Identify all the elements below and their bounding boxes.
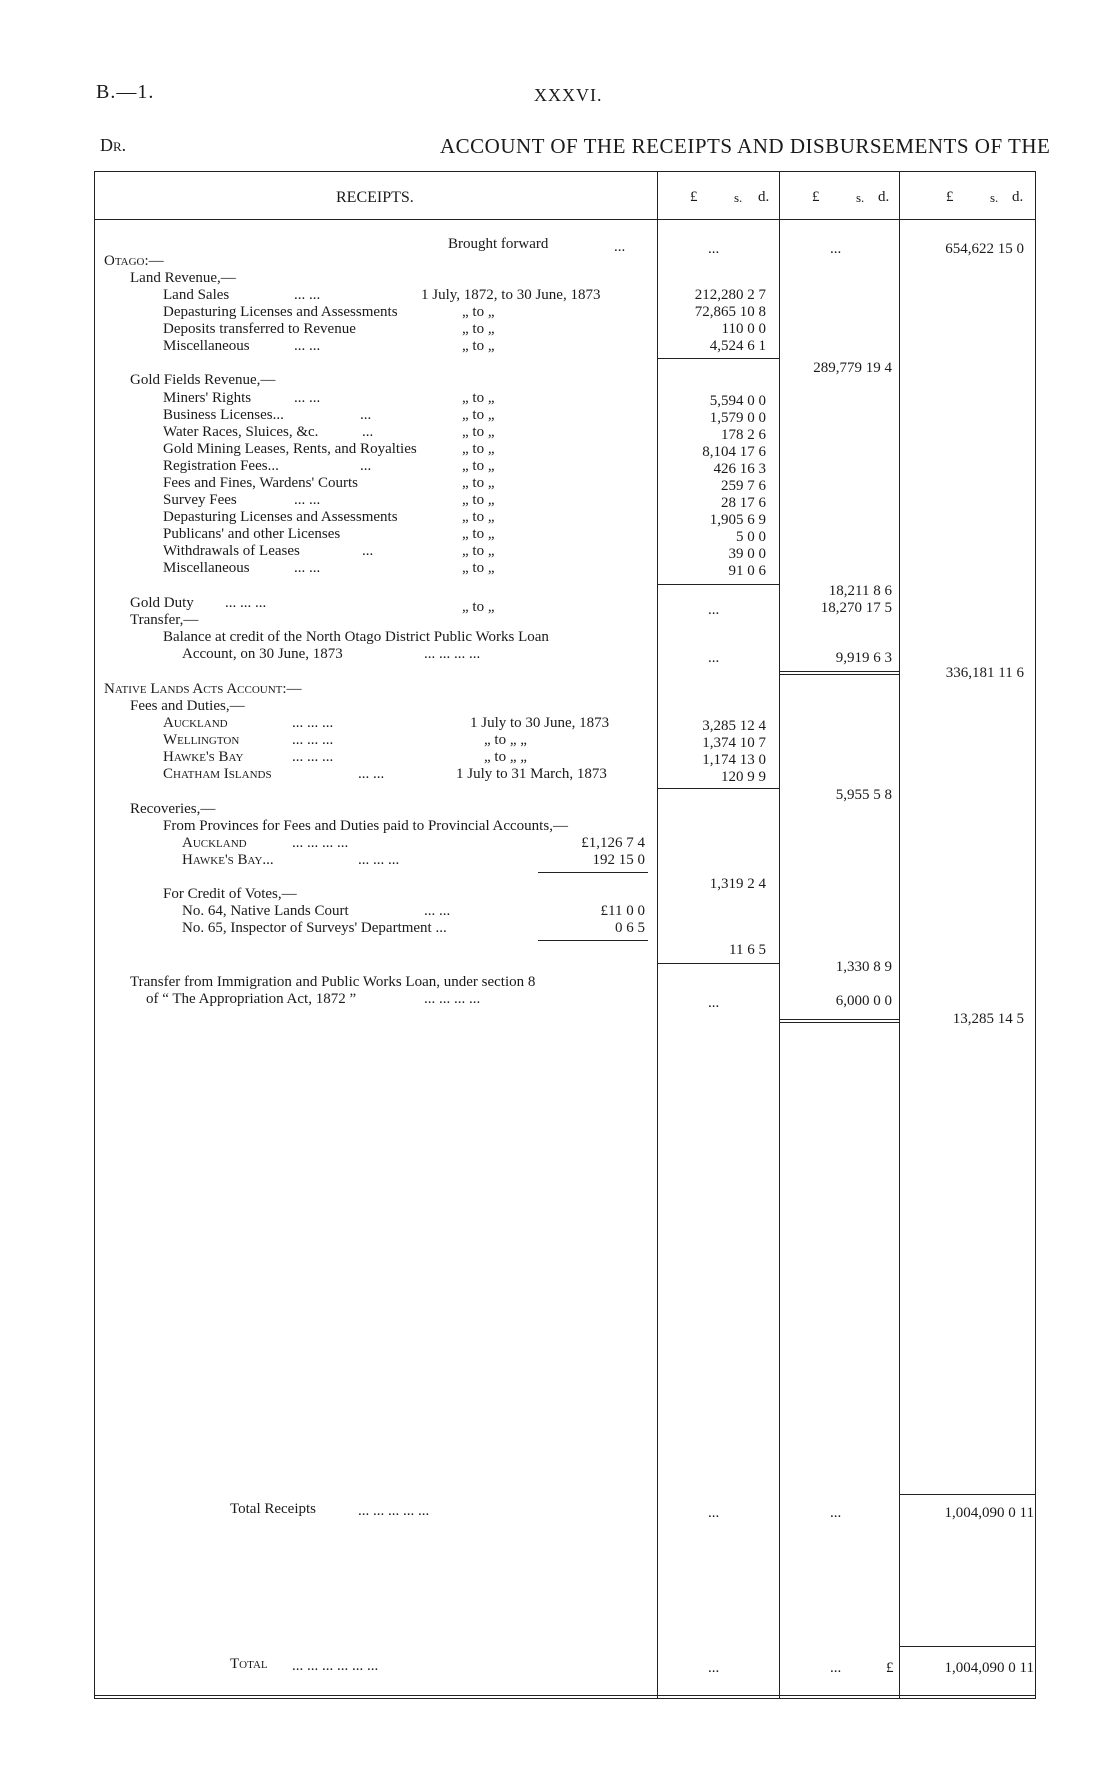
list-item-label: Wellington [163,732,240,748]
brought-forward-c1: ... [708,241,720,257]
total-c2: ... [830,1660,842,1676]
gold-duty-label: Gold Duty [130,595,194,611]
total-c1: ... [708,1660,720,1676]
col1-pound: £ [690,189,698,205]
list-item-amount: 4,524 6 1 [709,338,766,354]
list-item-label: Registration Fees... [163,458,279,474]
transfer-c1: ... [708,650,720,666]
list-item-label: Survey Fees [163,492,237,508]
list-item-amount: 120 9 9 [721,769,766,785]
provinces-total: 1,319 2 4 [709,876,766,892]
list-item-label: No. 64, Native Lands Court [182,903,349,919]
list-item-dots: ... ... [294,390,321,406]
col3-pound: £ [946,189,954,205]
list-item-period: „ to „ [462,321,495,337]
list-item-dots: ... [362,543,374,559]
list-item-amount: 8,104 17 6 [702,444,766,460]
list-item-dots: ... ... ... [292,749,334,765]
native-total: 13,285 14 5 [952,1011,1024,1027]
page-title: ACCOUNT OF THE RECEIPTS AND DISBURSEMENTS OF THE [440,134,1051,158]
list-item-dots: ... [362,424,374,440]
list-item-amount: 110 0 0 [721,321,766,337]
loan-transfer-dots: ... ... ... ... [424,991,481,1007]
otago-total: 336,181 11 6 [945,665,1024,681]
land-revenue-heading: Land Revenue,— [130,270,236,286]
fees-duties-heading: Fees and Duties,— [130,698,245,714]
list-item-label: Miscellaneous [163,338,250,354]
total-currency: £ [886,1660,894,1676]
list-item-label: Auckland [182,835,247,851]
list-item-label: Depasturing Licenses and Assessments [163,509,398,525]
list-item-label: Miners' Rights [163,390,252,406]
gold-fields-heading: Gold Fields Revenue,— [130,372,276,388]
col2-pence: d. [878,189,890,205]
list-item-amount: 3,285 12 4 [702,718,766,734]
list-item-amount: 72,865 10 8 [694,304,766,320]
list-item-period: „ to „ [462,526,495,542]
transfer-dots: ... ... ... ... [424,646,481,662]
list-item-amount: 0 6 5 [615,920,645,936]
gold-duty-c1: ... [708,602,720,618]
transfer-amount: 9,919 6 3 [835,650,892,666]
list-item-dots: ... ... [294,338,321,354]
list-item-amount: 212,280 2 7 [694,287,766,303]
list-item-period: „ to „ „ [484,732,527,748]
transfer-line-2: Account, on 30 June, 1873 [182,646,343,662]
gold-fields-total: 18,211 8 6 [828,583,892,599]
list-item-amount: £11 0 0 [600,903,645,919]
list-item-label: Water Races, Sluices, &c. [163,424,319,440]
list-item-label: Publicans' and other Licenses [163,526,341,542]
list-item-label: Hawke's Bay [163,749,244,765]
list-item-amount: 1,579 0 0 [709,410,766,426]
votes-heading: For Credit of Votes,— [163,886,297,902]
total-receipts-label: Total Receipts [230,1501,317,1517]
brought-forward-label: Brought forward [448,236,549,252]
list-item-dots: ... ... [294,560,321,576]
recoveries-total: 1,330 8 9 [835,959,892,975]
list-item-amount: £1,126 7 4 [581,835,645,851]
native-lands-heading: Native Lands Acts Account:— [104,681,302,697]
list-item-amount: 1,174 13 0 [702,752,766,768]
loan-transfer-c1: ... [708,995,720,1011]
list-item-label: Hawke's Bay... [182,852,274,868]
list-item-amount: 426 16 3 [713,461,766,477]
fees-duties-total: 5,955 5 8 [835,787,892,803]
list-item-period: „ to „ [462,458,495,474]
transfer-heading: Transfer,— [130,612,199,628]
transfer-line-1: Balance at credit of the North Otago District Public Works Loan [163,629,549,645]
list-item-period: „ to „ [462,441,495,457]
loan-transfer-line-2: of “ The Appropriation Act, 1872 ” [146,991,357,1007]
list-item-period: „ to „ [462,543,495,559]
list-item-label: Deposits transferred to Revenue [163,321,356,337]
list-item-amount: 91 0 6 [728,563,766,579]
list-item-label: Land Sales [163,287,230,303]
list-item-dots: ... ... [294,287,321,303]
list-item-dots: ... ... ... [292,732,334,748]
list-item-period: „ to „ [462,304,495,320]
total-receipts-amount: 1,004,090 0 11 [944,1505,1034,1521]
list-item-period: „ to „ [462,492,495,508]
list-item-amount: 5 0 0 [736,529,766,545]
list-item-amount: 39 0 0 [728,546,766,562]
brought-forward-amount: 654,622 15 0 [945,241,1024,257]
gold-duty-amount: 18,270 17 5 [820,600,892,616]
list-item-period: 1 July to 30 June, 1873 [470,715,610,731]
land-revenue-total: 289,779 19 4 [813,360,892,376]
list-item-dots: ... ... [358,766,385,782]
list-item-dots: ... ... ... ... [292,835,349,851]
list-item-dots: ... ... [294,492,321,508]
brought-forward-dots: ... [614,239,626,255]
list-item-amount: 28 17 6 [721,495,766,511]
list-item-label: Fees and Fines, Wardens' Courts [163,475,358,491]
otago-heading: Otago:— [104,253,164,269]
list-item-period: „ to „ [462,560,495,576]
list-item-label: Chatham Islands [163,766,272,782]
page-number: XXXVI. [534,85,603,105]
list-item-period: „ to „ „ [484,749,527,765]
list-item-amount: 1,905 6 9 [709,512,766,528]
gold-duty-period: „ to „ [462,599,495,615]
list-item-amount: 192 15 0 [592,852,645,868]
list-item-dots: ... ... ... [292,715,334,731]
list-item-period: 1 July to 31 March, 1873 [456,766,607,782]
list-item-period: „ to „ [462,475,495,491]
list-item-amount: 178 2 6 [721,427,766,443]
recoveries-heading: Recoveries,— [130,801,216,817]
col2-pound: £ [812,189,820,205]
col1-pence: d. [758,189,770,205]
col3-shilling: s. [990,190,999,205]
loan-transfer-amount: 6,000 0 0 [835,993,892,1009]
loan-transfer-line-1: Transfer from Immigration and Public Works Loan, under section 8 [130,974,536,990]
total-receipts-dots: ... ... ... ... ... [358,1503,430,1519]
list-item-dots: ... ... [424,903,451,919]
list-item-label: Business Licenses... [163,407,284,423]
list-item-amount: 1,374 10 7 [702,735,766,751]
list-item-period: „ to „ [462,424,495,440]
list-item-dots: ... [360,407,372,423]
votes-total: 11 6 5 [729,942,766,958]
provinces-line: From Provinces for Fees and Duties paid to Provincial Accounts,— [163,818,568,834]
list-item-dots: ... ... ... [358,852,400,868]
total-receipts-c1: ... [708,1505,720,1521]
list-item-label: Withdrawals of Leases [163,543,300,559]
list-item-label: Gold Mining Leases, Rents, and Royalties [163,441,417,457]
col3-pence: d. [1012,189,1024,205]
list-item-period: „ to „ [462,407,495,423]
receipts-header: RECEIPTS. [336,189,414,206]
list-item-amount: 259 7 6 [721,478,766,494]
brought-forward-c2: ... [830,241,842,257]
list-item-label: Auckland [163,715,228,731]
list-item-label: No. 65, Inspector of Surveys' Department ... [182,920,447,936]
list-item-amount: 5,594 0 0 [709,393,766,409]
list-item-label: Depasturing Licenses and Assessments [163,304,398,320]
total-amount: 1,004,090 0 11 [944,1660,1034,1676]
total-receipts-c2: ... [830,1505,842,1521]
list-item-period: „ to „ [462,390,495,406]
total-label: Total [230,1656,268,1672]
list-item-period: 1 July, 1872, to 30 June, 1873 [421,287,601,303]
list-item-period: „ to „ [462,509,495,525]
document-code: B.—1. [96,81,155,103]
list-item-label: Miscellaneous [163,560,250,576]
col2-shilling: s. [856,190,865,205]
dr-label: Dr. [100,135,127,155]
list-item-dots: ... [360,458,372,474]
list-item-period: „ to „ [462,338,495,354]
gold-duty-dots: ... ... ... [225,595,267,611]
col1-shilling: s. [734,190,743,205]
total-dots: ... ... ... ... ... ... [292,1658,379,1674]
